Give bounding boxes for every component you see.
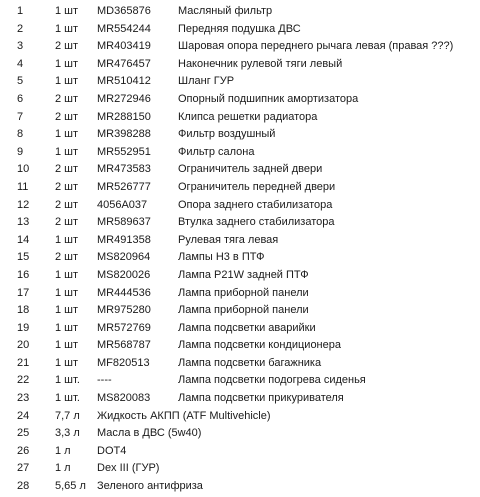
- item-number: 17: [17, 286, 30, 299]
- list-item: [0, 161, 480, 179]
- list-item: [0, 302, 480, 320]
- item-number: 6: [17, 92, 24, 105]
- item-number: 24: [17, 409, 30, 422]
- list-item: [0, 390, 480, 408]
- item-description: Лампы Н3 в ПТФ: [178, 251, 265, 264]
- item-description: Передняя подушка ДВС: [178, 22, 301, 35]
- item-quantity: 1 шт: [55, 22, 79, 35]
- item-quantity: 1 шт.: [55, 374, 80, 387]
- item-description: Шланг ГУР: [178, 75, 235, 88]
- item-code: Масла в ДВС (5w40): [97, 427, 202, 440]
- item-number: 28: [17, 480, 30, 493]
- item-code: MR589637: [97, 216, 151, 229]
- item-description: Ограничитель передней двери: [178, 180, 336, 193]
- list-item: [0, 460, 480, 478]
- item-number: 2: [17, 22, 24, 35]
- item-quantity: 2 шт: [55, 216, 79, 229]
- item-number: 26: [17, 444, 30, 457]
- item-code: MS820026: [97, 268, 151, 281]
- list-item: [0, 425, 480, 443]
- list-item: [0, 3, 480, 21]
- item-description: Опорный подшипник амортизатора: [178, 92, 359, 105]
- item-number: 3: [17, 40, 24, 53]
- item-quantity: 2 шт: [55, 198, 79, 211]
- item-code: MS820083: [97, 392, 151, 405]
- parts-list: [0, 3, 480, 496]
- list-item: [0, 249, 480, 267]
- item-quantity: 7,7 л: [55, 409, 80, 422]
- item-number: 4: [17, 57, 24, 70]
- list-item: [0, 109, 480, 127]
- item-quantity: 1 шт: [55, 75, 79, 88]
- list-item: [0, 197, 480, 215]
- item-number: 13: [17, 216, 30, 229]
- item-description: Лампа подсветки аварийки: [178, 321, 316, 334]
- item-quantity: 1 шт.: [55, 392, 80, 405]
- item-number: 12: [17, 198, 30, 211]
- item-description: Опора заднего стабилизатора: [178, 198, 333, 211]
- item-number: 16: [17, 268, 30, 281]
- item-quantity: 1 шт: [55, 356, 79, 369]
- item-code: MR272946: [97, 92, 151, 105]
- item-code: Dex III (ГУР): [97, 462, 160, 475]
- list-item: [0, 267, 480, 285]
- item-number: 15: [17, 251, 30, 264]
- item-code: DOT4: [97, 444, 127, 457]
- list-item: [0, 126, 480, 144]
- item-code: MR510412: [97, 75, 151, 88]
- item-description: Лампа подсветки кондиционера: [178, 339, 341, 352]
- item-description: Фильтр воздушный: [178, 128, 276, 141]
- item-number: 21: [17, 356, 30, 369]
- item-quantity: 2 шт: [55, 251, 79, 264]
- item-quantity: 1 шт: [55, 57, 79, 70]
- list-item: [0, 355, 480, 373]
- item-quantity: 1 шт: [55, 128, 79, 141]
- item-code: MF820513: [97, 356, 150, 369]
- item-description: Лампа подсветки подогрева сиденья: [178, 374, 366, 387]
- item-number: 18: [17, 304, 30, 317]
- item-description: Лампа приборной панели: [178, 304, 309, 317]
- item-quantity: 1 шт: [55, 339, 79, 352]
- item-code: MD365876: [97, 5, 151, 17]
- item-quantity: 2 шт: [55, 40, 79, 53]
- list-item: [0, 337, 480, 355]
- item-quantity: 2 шт: [55, 110, 79, 123]
- item-code: MR526777: [97, 180, 151, 193]
- item-description: Наконечник рулевой тяги левый: [178, 57, 343, 70]
- list-item: [0, 372, 480, 390]
- list-item: [0, 144, 480, 162]
- item-description: Лампа P21W задней ПТФ: [178, 268, 309, 281]
- item-number: 23: [17, 392, 30, 405]
- item-description: Масляный фильтр: [178, 5, 273, 17]
- list-item: [0, 38, 480, 56]
- item-description: Лампа подсветки багажника: [178, 356, 322, 369]
- list-item: [0, 179, 480, 197]
- item-number: 11: [17, 180, 29, 193]
- item-quantity: 1 шт: [55, 268, 79, 281]
- list-item: [0, 443, 480, 461]
- list-item: [0, 91, 480, 109]
- list-item: [0, 232, 480, 250]
- list-item: [0, 408, 480, 426]
- item-number: 14: [17, 233, 30, 246]
- item-number: 8: [17, 128, 24, 141]
- item-code: MR288150: [97, 110, 151, 123]
- item-code: MR398288: [97, 128, 151, 141]
- item-number: 10: [17, 163, 30, 176]
- item-code: Жидкость АКПП (ATF Multivehicle): [97, 409, 271, 422]
- item-description: Втулка заднего стабилизатора: [178, 216, 335, 229]
- item-number: 22: [17, 374, 30, 387]
- item-code: MR572769: [97, 321, 151, 334]
- list-item: [0, 285, 480, 303]
- item-description: Рулевая тяга левая: [178, 233, 279, 246]
- item-quantity: 2 шт: [55, 180, 79, 193]
- item-quantity: 2 шт: [55, 92, 79, 105]
- item-quantity: 1 шт: [55, 5, 79, 17]
- item-code: MR473583: [97, 163, 151, 176]
- list-item: [0, 73, 480, 91]
- item-number: 9: [17, 145, 24, 158]
- item-number: 25: [17, 427, 30, 440]
- item-description: Лампа подсветки прикуривателя: [178, 392, 344, 405]
- item-description: Шаровая опора переднего рычага левая (правая ???): [178, 40, 454, 53]
- list-item: [0, 21, 480, 39]
- item-code: MR568787: [97, 339, 151, 352]
- item-description: Фильтр салона: [178, 145, 255, 158]
- item-quantity: 1 шт: [55, 145, 79, 158]
- list-item: [0, 56, 480, 74]
- item-number: 1: [17, 5, 24, 17]
- item-quantity: 1 шт: [55, 233, 79, 246]
- item-quantity: 1 шт: [55, 286, 79, 299]
- item-code: MR491358: [97, 233, 151, 246]
- item-code: Зеленого антифриза: [97, 480, 203, 493]
- item-quantity: 1 шт: [55, 321, 79, 334]
- item-code: MR476457: [97, 57, 151, 70]
- item-number: 20: [17, 339, 30, 352]
- item-description: Клипса решетки радиатора: [178, 110, 318, 123]
- item-number: 19: [17, 321, 30, 334]
- list-item: [0, 478, 480, 496]
- item-quantity: 1 л: [55, 462, 71, 475]
- item-code: MR554244: [97, 22, 151, 35]
- item-quantity: 3,3 л: [55, 427, 80, 440]
- item-number: 5: [17, 75, 24, 88]
- item-description: Лампа приборной панели: [178, 286, 309, 299]
- item-code: MR444536: [97, 286, 151, 299]
- list-item: [0, 320, 480, 338]
- item-code: MR975280: [97, 304, 151, 317]
- item-code: MR403419: [97, 40, 151, 53]
- item-number: 7: [17, 110, 24, 123]
- item-code: 4056A037: [97, 198, 148, 211]
- item-code: ----: [97, 374, 112, 387]
- item-quantity: 1 л: [55, 444, 71, 457]
- item-code: MS820964: [97, 251, 151, 264]
- list-item: [0, 214, 480, 232]
- item-number: 27: [17, 462, 30, 475]
- item-code: MR552951: [97, 145, 151, 158]
- item-quantity: 2 шт: [55, 163, 79, 176]
- item-quantity: 5,65 л: [55, 480, 86, 493]
- item-description: Ограничитель задней двери: [178, 163, 323, 176]
- item-quantity: 1 шт: [55, 304, 79, 317]
